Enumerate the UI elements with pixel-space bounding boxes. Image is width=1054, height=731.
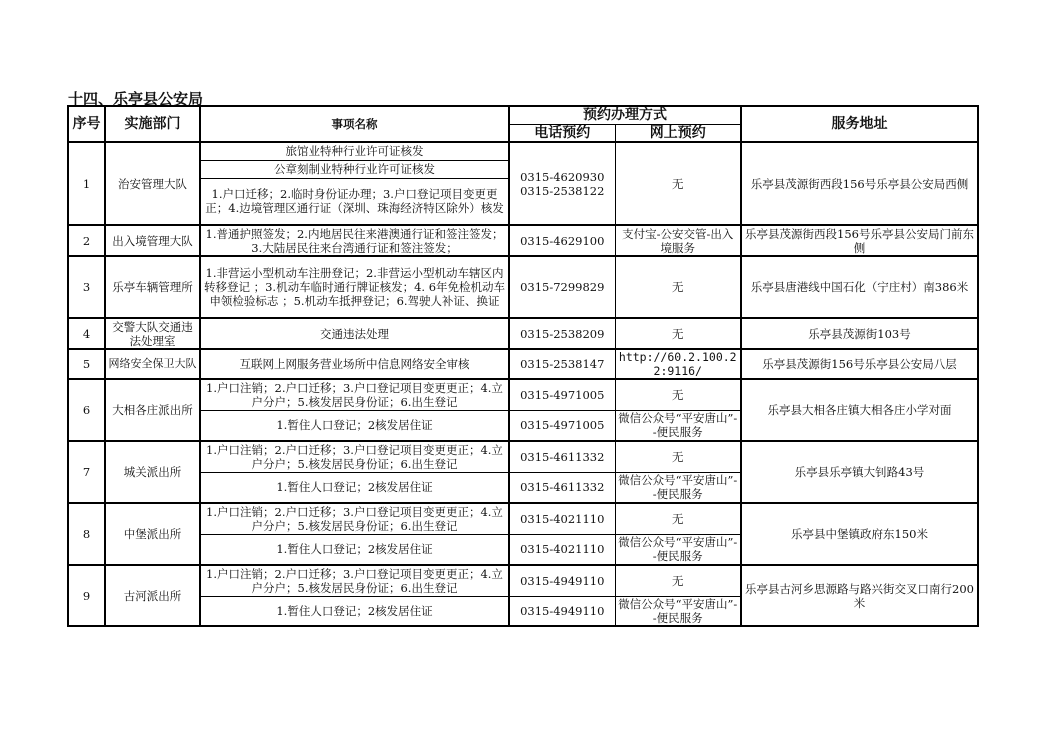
table-row: [68, 565, 978, 596]
header-booking: 预约办理方式: [509, 106, 741, 124]
header-dept: 实施部门: [105, 106, 200, 142]
item-cell: 1.非营运小型机动车注册登记；2.非营运小型机动车辖区内转移登记 ；3.机动车临时通行牌证核发；4. 6年免检机动车申领检验标志 ；5.机动车抵押登记；6.驾驶人补证、换证: [200, 256, 509, 318]
header-online: 网上预约: [615, 124, 741, 142]
address-cell: 乐亭县唐港线中国石化（宁庄村）南386米: [741, 256, 978, 318]
phone-cell: 0315-4629100: [509, 225, 615, 256]
address-cell: 乐亭县古河乡思源路与路兴街交叉口南行200米: [741, 565, 978, 626]
online-cell: 支付宝-公安交管-出入境服务: [615, 225, 741, 256]
phone-cell: 0315-4971005: [509, 410, 615, 441]
address-cell: 乐亭县中堡镇政府东150米: [741, 503, 978, 565]
table-row: [68, 225, 978, 256]
phone-cell: 0315-2538147: [509, 349, 615, 379]
dept-cell: 城关派出所: [105, 441, 200, 503]
dept-cell: 出入境管理大队: [105, 225, 200, 256]
address-cell: 乐亭县茂源街103号: [741, 318, 978, 349]
online-cell: 微信公众号“平安唐山”--便民服务: [615, 534, 741, 565]
dept-cell: 治安管理大队: [105, 142, 200, 225]
phone-line: 0315-2538122: [520, 183, 605, 198]
item-cell: 1.普通护照签发；2.内地居民往来港澳通行证和签注签发；3.大陆居民往来台湾通行证和签注签发；: [200, 225, 509, 256]
online-cell: 无: [615, 379, 741, 410]
item-cell: 1.暂住人口登记；2核发居住证: [200, 472, 509, 503]
address-cell: 乐亭县茂源街156号乐亭县公安局八层: [741, 349, 978, 379]
seq-cell: 1: [68, 142, 105, 225]
phone-cell: 0315-4611332: [509, 441, 615, 472]
online-cell: 无: [615, 318, 741, 349]
phone-cell: 0315-4021110: [509, 534, 615, 565]
online-cell: 无: [615, 256, 741, 318]
table-row: [68, 441, 978, 472]
online-cell: 微信公众号“平安唐山”--便民服务: [615, 472, 741, 503]
dept-cell: 网络安全保卫大队: [105, 349, 200, 379]
header-phone: 电话预约: [509, 124, 615, 142]
phone-cell: 0315-4949110: [509, 596, 615, 626]
item-cell: 交通违法处理: [200, 318, 509, 349]
dept-cell: 中堡派出所: [105, 503, 200, 565]
header-item: 事项名称: [200, 106, 509, 142]
online-cell: 微信公众号“平安唐山”--便民服务: [615, 410, 741, 441]
item-cell: 互联网上网服务营业场所中信息网络安全审核: [200, 349, 509, 379]
online-cell: 无: [615, 565, 741, 596]
online-cell: 无: [615, 142, 741, 225]
seq-cell: 4: [68, 318, 105, 349]
item-cell: 1.暂住人口登记；2核发居住证: [200, 410, 509, 441]
table-row: [68, 256, 978, 318]
phone-cell: 0315-4611332: [509, 472, 615, 503]
online-link[interactable]: http://60.2.100.22:9116/: [615, 349, 741, 379]
phone-cell: 0315-2538209: [509, 318, 615, 349]
header-seq: 序号: [68, 106, 105, 142]
seq-cell: 5: [68, 349, 105, 379]
seq-cell: 3: [68, 256, 105, 318]
phone-cell: 0315-4949110: [509, 565, 615, 596]
phone-cell: [509, 142, 615, 225]
address-cell: 乐亭县乐亭镇大钊路43号: [741, 441, 978, 503]
seq-cell: 7: [68, 441, 105, 503]
phone-cell: 0315-4971005: [509, 379, 615, 410]
table-row: [68, 503, 978, 534]
table-row: [68, 379, 978, 410]
item-cell: 1.户口注销；2.户口迁移；3.户口登记项目变更更正；4.立户分户；5.核发居民身份证；6.出生登记: [200, 379, 509, 410]
dept-cell: 交警大队交通违法处理室: [105, 318, 200, 349]
seq-cell: 6: [68, 379, 105, 441]
address-cell: 乐亭县茂源街西段156号乐亭县公安局西侧: [741, 142, 978, 225]
item-cell: 1.户口注销；2.户口迁移；3.户口登记项目变更更正；4.立户分户；5.核发居民身份证；6.出生登记: [200, 503, 509, 534]
online-cell: 微信公众号“平安唐山”--便民服务: [615, 596, 741, 626]
address-cell: 乐亭县茂源街西段156号乐亭县公安局门前东侧: [741, 225, 978, 256]
header-address: 服务地址: [741, 106, 978, 142]
dept-cell: 大相各庄派出所: [105, 379, 200, 441]
address-cell: 乐亭县大相各庄镇大相各庄小学对面: [741, 379, 978, 441]
phone-cell: 0315-4021110: [509, 503, 615, 534]
phone-cell: 0315-7299829: [509, 256, 615, 318]
item-cell: 1.户口注销；2.户口迁移；3.户口登记项目变更更正；4.立户分户；5.核发居民身份证；6.出生登记: [200, 565, 509, 596]
service-table: [67, 105, 979, 627]
item-cell: 公章刻制业特种行业许可证核发: [200, 160, 509, 178]
online-cell: 无: [615, 441, 741, 472]
seq-cell: 2: [68, 225, 105, 256]
seq-cell: 9: [68, 565, 105, 626]
table-row: [68, 349, 978, 379]
dept-cell: 古河派出所: [105, 565, 200, 626]
item-cell: 1.户口注销；2.户口迁移；3.户口登记项目变更更正；4.立户分户；5.核发居民身份证；6.出生登记: [200, 441, 509, 472]
dept-cell: 乐亭车辆管理所: [105, 256, 200, 318]
item-cell: 1.暂住人口登记；2核发居住证: [200, 596, 509, 626]
item-cell: 旅馆业特种行业许可证核发: [200, 142, 509, 160]
seq-cell: 8: [68, 503, 105, 565]
table-row: [68, 318, 978, 349]
online-cell: 无: [615, 503, 741, 534]
table-row: [68, 142, 978, 160]
section-title: 十四、乐亭县公安局: [68, 90, 204, 108]
item-cell: 1.户口迁移；2.临时身份证办理；3.户口登记项目变更更正；4.边境管理区通行证（深圳、珠海经济特区除外）核发: [200, 178, 509, 225]
item-cell: 1.暂住人口登记；2核发居住证: [200, 534, 509, 565]
phone-line: 0315-4620930: [520, 169, 605, 184]
